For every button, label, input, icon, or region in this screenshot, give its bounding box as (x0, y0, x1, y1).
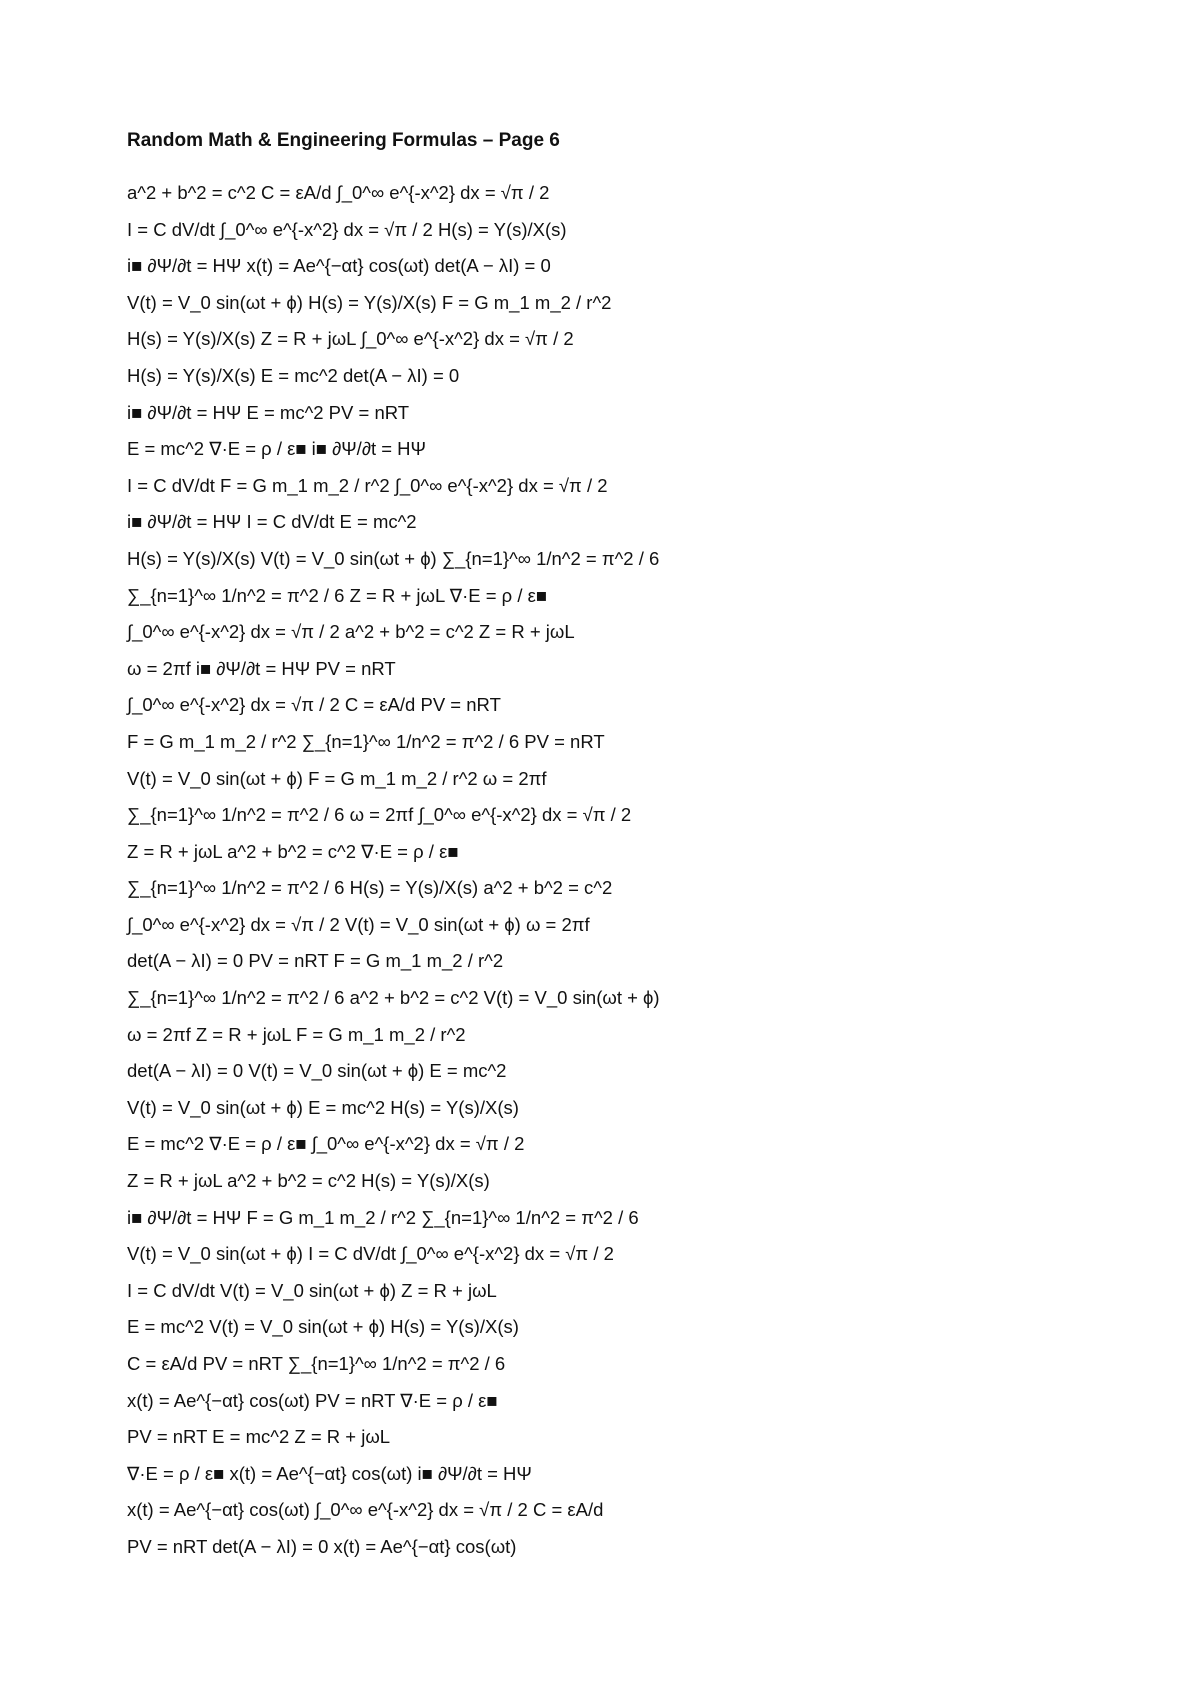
formula-line: H(s) = Y(s)/X(s) V(t) = V_0 sin(ωt + ϕ) ∑_{n=1}^∞ 1/n^2 = π^2 / 6 (127, 547, 660, 569)
formula-line: V(t) = V_0 sin(ωt + ϕ) I = C dV/dt ∫_0^∞ e^{-x^2} dx = √π / 2 (127, 1243, 614, 1265)
formula-line: det(A − λI) = 0 V(t) = V_0 sin(ωt + ϕ) E = mc^2 (127, 1060, 507, 1082)
formula-line: I = C dV/dt V(t) = V_0 sin(ωt + ϕ) Z = R + jωL (127, 1279, 497, 1301)
formula-line: E = mc^2 V(t) = V_0 sin(ωt + ϕ) H(s) = Y(s)/X(s) (127, 1316, 519, 1338)
formula-line: I = C dV/dt ∫_0^∞ e^{-x^2} dx = √π / 2 H(s) = Y(s)/X(s) (127, 218, 567, 240)
formula-line: a^2 + b^2 = c^2 C = εA/d ∫_0^∞ e^{-x^2} dx = √π / 2 (127, 182, 550, 203)
formula-line: ∫_0^∞ e^{-x^2} dx = √π / 2 V(t) = V_0 sin(ωt + ϕ) ω = 2πf (127, 913, 590, 935)
formula-line: F = G m_1 m_2 / r^2 ∑_{n=1}^∞ 1/n^2 = π^2 / 6 PV = nRT (127, 730, 605, 752)
formula-line: Z = R + jωL a^2 + b^2 = c^2 H(s) = Y(s)/X(s) (127, 1170, 490, 1192)
page-title: Random Math & Engineering Formulas – Page 6 (127, 130, 560, 151)
formula-line: ∫_0^∞ e^{-x^2} dx = √π / 2 C = εA/d PV = nRT (127, 694, 501, 716)
formula-line: V(t) = V_0 sin(ωt + ϕ) F = G m_1 m_2 / r^2 ω = 2πf (127, 767, 547, 789)
formula-line: x(t) = Ae^{−αt} cos(ωt) PV = nRT ∇·E = ρ / ε■ (127, 1389, 498, 1411)
formula-line: V(t) = V_0 sin(ωt + ϕ) H(s) = Y(s)/X(s) F = G m_1 m_2 / r^2 (127, 291, 612, 313)
formula-line: i■ ∂Ψ/∂t = HΨ x(t) = Ae^{−αt} cos(ωt) det(A − λI) = 0 (127, 255, 551, 277)
formula-line: E = mc^2 ∇·E = ρ / ε■ i■ ∂Ψ/∂t = HΨ (127, 438, 426, 460)
formula-line: x(t) = Ae^{−αt} cos(ωt) ∫_0^∞ e^{-x^2} dx = √π / 2 C = εA/d (127, 1499, 604, 1521)
formula-line: i■ ∂Ψ/∂t = HΨ E = mc^2 PV = nRT (127, 401, 410, 423)
formula-line: ∇·E = ρ / ε■ x(t) = Ae^{−αt} cos(ωt) i■ ∂Ψ/∂t = HΨ (127, 1462, 532, 1484)
formula-line: E = mc^2 ∇·E = ρ / ε■ ∫_0^∞ e^{-x^2} dx = √π / 2 (127, 1133, 525, 1155)
formula-list (127, 175, 1127, 1566)
formula-line: PV = nRT det(A − λI) = 0 x(t) = Ae^{−αt} cos(ωt) (127, 1535, 517, 1557)
formula-line: H(s) = Y(s)/X(s) Z = R + jωL ∫_0^∞ e^{-x^2} dx = √π / 2 (127, 328, 574, 350)
formula-line: Z = R + jωL a^2 + b^2 = c^2 ∇·E = ρ / ε■ (127, 840, 459, 862)
formula-line: ∑_{n=1}^∞ 1/n^2 = π^2 / 6 Z = R + jωL ∇·E = ρ / ε■ (127, 584, 548, 606)
formula-line: ∑_{n=1}^∞ 1/n^2 = π^2 / 6 a^2 + b^2 = c^2 V(t) = V_0 sin(ωt + ϕ) (127, 987, 660, 1009)
formula-line: PV = nRT E = mc^2 Z = R + jωL (127, 1426, 391, 1448)
formula-line: i■ ∂Ψ/∂t = HΨ F = G m_1 m_2 / r^2 ∑_{n=1}^∞ 1/n^2 = π^2 / 6 (127, 1206, 639, 1228)
formula-line: det(A − λI) = 0 PV = nRT F = G m_1 m_2 / r^2 (127, 950, 504, 972)
formula-line: ∑_{n=1}^∞ 1/n^2 = π^2 / 6 H(s) = Y(s)/X(s) a^2 + b^2 = c^2 (127, 877, 613, 899)
formula-line: ∫_0^∞ e^{-x^2} dx = √π / 2 a^2 + b^2 = c^2 Z = R + jωL (127, 621, 575, 643)
formula-line: ω = 2πf Z = R + jωL F = G m_1 m_2 / r^2 (127, 1023, 466, 1045)
page-content (127, 128, 1127, 1566)
formula-line: ω = 2πf i■ ∂Ψ/∂t = HΨ PV = nRT (127, 657, 396, 679)
formula-line: I = C dV/dt F = G m_1 m_2 / r^2 ∫_0^∞ e^{-x^2} dx = √π / 2 (127, 474, 608, 496)
formula-line: i■ ∂Ψ/∂t = HΨ I = C dV/dt E = mc^2 (127, 511, 417, 533)
formula-line: ∑_{n=1}^∞ 1/n^2 = π^2 / 6 ω = 2πf ∫_0^∞ e^{-x^2} dx = √π / 2 (127, 804, 632, 826)
formula-line: C = εA/d PV = nRT ∑_{n=1}^∞ 1/n^2 = π^2 / 6 (127, 1353, 506, 1374)
formula-line: H(s) = Y(s)/X(s) E = mc^2 det(A − λI) = 0 (127, 364, 460, 386)
formula-line: V(t) = V_0 sin(ωt + ϕ) E = mc^2 H(s) = Y(s)/X(s) (127, 1096, 519, 1118)
